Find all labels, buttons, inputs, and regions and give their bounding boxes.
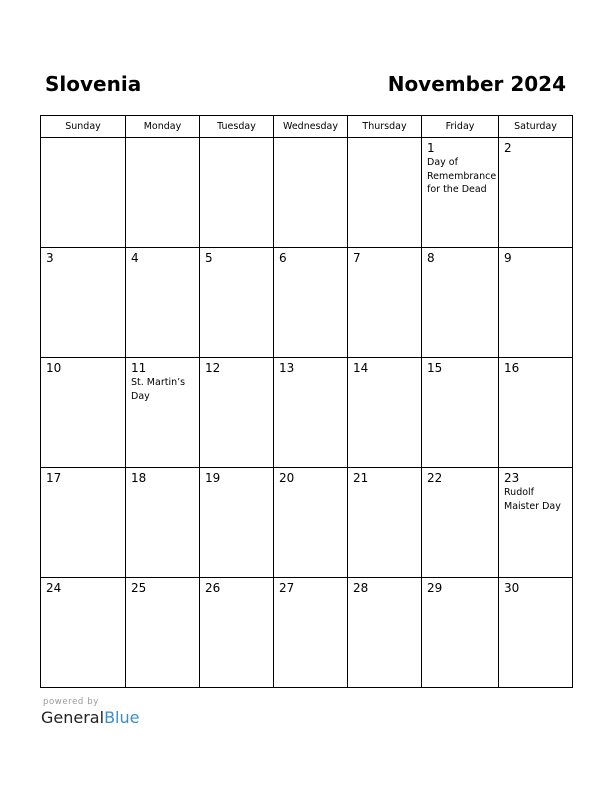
week-row [41,358,573,468]
weekday-thursday: Thursday [348,116,422,138]
day-number: 20 [279,471,295,485]
month-title: November 2024 [387,72,566,96]
day-cell [274,358,348,468]
day-cell [41,468,126,578]
holiday-label [41,265,125,266]
holiday-label [126,595,199,596]
holiday-label [499,265,572,266]
day-number: 27 [279,581,295,595]
holiday-label [274,485,347,486]
day-cell [348,248,422,358]
day-cell [499,468,573,578]
logo-text-general: General [41,708,105,727]
holiday-label [41,595,125,596]
day-number: 9 [504,251,512,265]
day-number: 11 [131,361,147,375]
day-cell [348,578,422,688]
day-cell [422,248,499,358]
day-number: 18 [131,471,147,485]
day-cell [126,578,200,688]
holiday-label [499,375,572,376]
day-cell [126,468,200,578]
day-number: 1 [427,141,435,155]
weekday-friday: Friday [422,116,499,138]
logo-text-blue: Blue [104,708,140,727]
week-row [41,138,573,248]
holiday-label [274,375,347,376]
holiday-label: Day of Remembrance for the Dead [427,157,497,195]
holiday-label [274,141,347,142]
holiday-label [422,265,498,266]
day-cell [126,248,200,358]
holiday-label [41,141,125,142]
day-number: 5 [205,251,213,265]
day-number: 24 [46,581,62,595]
day-cell [274,248,348,358]
day-cell [200,358,274,468]
holiday-label [348,375,421,376]
day-cell [41,248,126,358]
week-row [41,248,573,358]
holiday-label [41,485,125,486]
holiday-label [126,485,199,486]
holiday-label [348,485,421,486]
weekday-monday: Monday [126,116,200,138]
powered-by-text: powered by [43,697,99,707]
holiday-label [499,595,572,596]
day-number: 10 [46,361,62,375]
holiday-label [200,595,273,596]
day-cell [126,138,200,248]
holiday-label [422,485,498,486]
day-number: 13 [279,361,295,375]
day-cell [422,138,499,248]
holiday-label [41,375,125,376]
day-number: 22 [427,471,443,485]
day-cell [41,578,126,688]
day-cell [348,138,422,248]
holiday-label: St. Martin’s Day [131,377,186,402]
day-cell [41,358,126,468]
weekday-sunday: Sunday [41,116,126,138]
day-number: 3 [46,251,54,265]
day-number: 16 [504,361,520,375]
day-number: 28 [353,581,369,595]
holiday-label [126,265,199,266]
day-number: 23 [504,471,520,485]
day-number: 2 [504,141,512,155]
day-number: 8 [427,251,435,265]
weekday-header-row [41,116,573,138]
day-cell [422,358,499,468]
day-number: 6 [279,251,287,265]
weekday-wednesday: Wednesday [274,116,348,138]
day-cell [200,578,274,688]
day-cell [422,578,499,688]
day-number: 15 [427,361,443,375]
day-cell [499,138,573,248]
generalblue-logo[interactable] [41,708,139,728]
day-cell [422,468,499,578]
day-number: 12 [205,361,221,375]
day-cell [274,468,348,578]
day-cell [200,138,274,248]
day-number: 7 [353,251,361,265]
day-number: 21 [353,471,369,485]
holiday-label [422,595,498,596]
weekday-saturday: Saturday [499,116,573,138]
holiday-label [274,595,347,596]
day-cell [348,358,422,468]
day-cell [499,248,573,358]
day-cell [200,468,274,578]
calendar-grid [40,115,573,688]
day-cell [499,578,573,688]
day-cell [348,468,422,578]
holiday-label [348,265,421,266]
holiday-label [422,375,498,376]
holiday-label: Rudolf Maister Day [504,487,561,512]
holiday-label [348,595,421,596]
day-cell [126,358,200,468]
day-cell [499,358,573,468]
day-number: 25 [131,581,147,595]
holiday-label [200,375,273,376]
day-cell [274,138,348,248]
day-number: 19 [205,471,221,485]
country-title: Slovenia [45,72,142,96]
day-number: 29 [427,581,443,595]
holiday-label [200,265,273,266]
holiday-label [200,141,273,142]
day-number: 4 [131,251,139,265]
holiday-label [274,265,347,266]
day-cell [274,578,348,688]
day-number: 17 [46,471,62,485]
day-number: 30 [504,581,520,595]
week-row [41,578,573,688]
day-cell [200,248,274,358]
week-row [41,468,573,578]
holiday-label [200,485,273,486]
day-number: 26 [205,581,221,595]
weekday-tuesday: Tuesday [200,116,274,138]
holiday-label [499,155,572,156]
holiday-label [348,141,421,142]
day-number: 14 [353,361,369,375]
day-cell [41,138,126,248]
holiday-label [126,141,199,142]
